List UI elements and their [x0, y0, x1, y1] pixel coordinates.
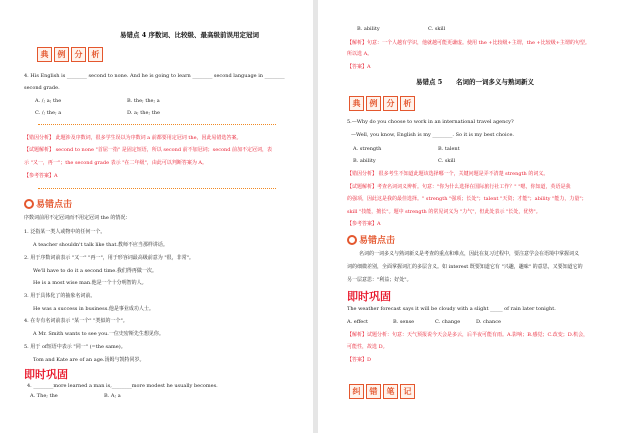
option-a: A. effect — [347, 319, 369, 325]
tip-title: 易错点击 — [36, 200, 73, 210]
option-d: C. skill — [438, 158, 456, 164]
error-tip-header — [347, 233, 395, 246]
option-d: D. chance — [476, 319, 501, 325]
point: 4. 在专有名词前表示 "某一个" "类似的一个"。 — [24, 318, 128, 324]
explanation: 所以选 A。 — [347, 51, 373, 57]
point: 1. 泛指某一类人或物中的任何一个。 — [24, 229, 106, 235]
option-d: D. a; the; the — [127, 110, 160, 116]
option-c: B. ability — [357, 26, 380, 32]
stamp-char: 析 — [88, 47, 103, 62]
stamp-char: 错 — [366, 384, 381, 399]
answer: 【答案】A — [347, 64, 371, 70]
stamp-char: 分 — [71, 47, 86, 62]
point: 2. 用于序数词前表示 "又一" "再一"，用于形容词最高级前意为 "很，非常"。 — [24, 255, 194, 261]
analysis: 【试题解析】 second to none "首屈一指" 是固定短语，所以 second 前不加冠词；second 前加不定冠词，表 — [24, 147, 273, 153]
example: He was a success in business.他是事业成功人士。 — [33, 306, 154, 312]
option-b: B. A; a — [104, 393, 121, 399]
stamp-char: 例 — [366, 96, 381, 111]
tip-title: 易错点击 — [359, 236, 396, 246]
option-b: B. sense — [393, 319, 415, 325]
stamp-char: 典 — [349, 96, 364, 111]
practice-question: The weather forecast says it will be cloudy with a slight _____ of rain later tonight. — [347, 306, 556, 312]
question-text: 5.—Why do you choose to work in an international travel agency? — [347, 119, 514, 125]
example: He is a most wise man.他是一个十分明智的人。 — [33, 280, 147, 286]
section-title: 名词的一词多义与熟词新义 — [456, 78, 534, 86]
target-icon — [347, 235, 357, 245]
stamp-char: 记 — [400, 384, 415, 399]
stamp-char: 典 — [37, 47, 52, 62]
option-d: C. skill — [428, 26, 446, 32]
target-icon — [24, 199, 34, 209]
option-c: B. ability — [353, 158, 376, 164]
stamp-char: 析 — [400, 96, 415, 111]
explanation: 【解析】试题分析：句意：天气预报说今天会是多云，后半夜可能有雨。A.影响；B.感觉；C.改变；D.机会， — [347, 332, 589, 338]
example-analysis-stamp — [37, 47, 103, 62]
question-text: —Well, you know, English is my ________. So it is my best choice. — [351, 132, 515, 138]
question-text: second grade. — [24, 85, 60, 91]
stamp-char: 分 — [383, 96, 398, 111]
right-page — [318, 0, 640, 433]
option-a: A. strength — [353, 146, 382, 152]
explanation: 可能性，故选 D。 — [347, 344, 388, 350]
analysis: 的强项，因此这是我的最佳选择。" strength "强项；长处"；talent "天资；才能"；ability "能力，力量"； — [347, 196, 587, 202]
option-c: C. change — [435, 319, 461, 325]
analysis: 示 "又一，再一"；the second grade 表示 "在二年级"，由此可以判断答案为 A。 — [24, 160, 208, 166]
paragraph: 名词的一词多义与熟词新义是考查的重点和难点，因此在复习过程中，要注意学会在语境中掌握词义 — [359, 251, 580, 257]
practice-title: 即时巩固 — [347, 290, 391, 303]
analysis: skill "技能，擅长"。题中 strength 的常见词义为 "力气"，但此处表示 "长处，优势"。 — [347, 209, 541, 215]
intro-text: 序数词前用不定冠词而不用定冠词 the 的情况： — [24, 215, 131, 221]
error-cause: 【错因分析】 很多考生不知道此题该选择哪一个，关键问题是弄不清楚 strength 的词义。 — [347, 171, 549, 177]
error-notes-stamp — [349, 384, 415, 399]
error-cause: 【错因分析】 此题涉及序数词，很多学生误以为序数词 a 前都要用定冠词 the，因此易错选答案。 — [24, 135, 242, 141]
question-text: 4. His English is ________ second to none. And he is going to learn ________ second language in ________ — [24, 73, 285, 79]
example: A Mr. Smith wants to see you.一位史密斯先生想见你。 — [33, 331, 164, 337]
example: We'll have to do it a second time.我们得再做一次。 — [33, 268, 157, 274]
stamp-char: 纠 — [349, 384, 364, 399]
option-a: A. The; the — [30, 393, 58, 399]
left-page — [0, 0, 313, 433]
practice-question: 4. ________more learned a man is,________more modest he usually becomes. — [27, 383, 218, 389]
section-title-number: 易错点 5 — [416, 78, 443, 86]
error-tip-header — [24, 197, 72, 210]
answer: 【参考答案】A — [347, 221, 381, 227]
answer: 【答案】D — [347, 357, 372, 363]
analysis: 【试题解析】考查名词词义辨析。句意："你为什么选择在国际旅行社工作？" "嗯，你知道，英语是我 — [347, 184, 571, 190]
option-c: C. /; the; a — [35, 110, 62, 116]
stamp-char: 例 — [54, 47, 69, 62]
option-a: A. /; a; the — [35, 98, 62, 104]
point: 5. 用于 of短语中表示 "同一" (=the same)。 — [24, 344, 126, 350]
option-b: B. talent — [438, 146, 460, 152]
section-title: 易错点 4 序数词、比较级、最高级前误用定冠词 — [120, 31, 260, 39]
wavy-divider — [38, 121, 276, 125]
example: Tom and Kate are of an age.汤姆与凯特同岁。 — [33, 357, 145, 363]
stamp-char: 笔 — [383, 384, 398, 399]
answer: 【参考答案】A — [24, 173, 58, 179]
paragraph: 另一层意思："利益；好处"。 — [347, 277, 412, 283]
example: A teacher shouldn't talk like that.教师不应当那样讲话。 — [33, 242, 168, 248]
option-b: B. the; the; a — [127, 98, 160, 104]
example-analysis-stamp — [349, 96, 415, 111]
point: 3. 用于具体化了的抽象名词前。 — [24, 293, 96, 299]
explanation: 【解析】句意：一个人越有学识，他就越可能更谦虚。使用 the +比较级+主谓，the +比较级+主谓的句型。 — [347, 40, 590, 46]
paragraph: 词的细微差别，全面掌握词汇的多层含义。如 interest 既要知道它有 "兴趣，趣味" 的意思，又要知道它的 — [347, 264, 583, 270]
wavy-divider — [38, 185, 276, 189]
practice-title: 即时巩固 — [24, 368, 68, 381]
